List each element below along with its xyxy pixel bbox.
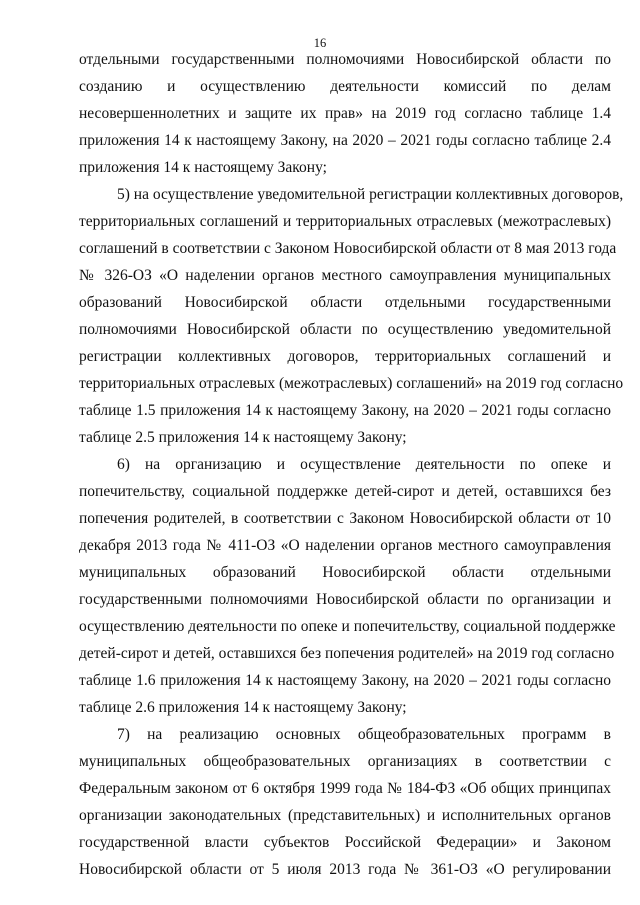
text-line: приложения 14 к настоящему Закону, на 2020 – 2021 годы согласно таблице 2.4 <box>79 132 611 149</box>
text-line: несовершеннолетних и защите их прав» на 2019 год согласно таблице 1.4 <box>79 105 611 122</box>
text-line: таблице 1.5 приложения 14 к настоящему Закону, на 2020 – 2021 годы согласно <box>79 402 611 419</box>
text-line: Новосибирской области от 5 июля 2013 года № 361-ОЗ «О регулировании <box>79 861 611 878</box>
text-line: образований Новосибирской области отдельными государственными <box>79 294 611 311</box>
text-line: полномочиями Новосибирской области по осуществлению уведомительной <box>79 321 611 338</box>
text-line: таблице 2.5 приложения 14 к настоящему Закону; <box>79 429 407 446</box>
text-line: соглашений в соответствии с Законом Новосибирской области от 8 мая 2013 года <box>79 240 617 257</box>
text-line: 5) на осуществление уведомительной регистрации коллективных договоров, <box>117 186 624 203</box>
text-line: государственной власти субъектов Российской Федерации» и Законом <box>79 834 611 851</box>
text-line: созданию и осуществлению деятельности комиссий по делам <box>79 78 611 95</box>
text-line: попечения родителей, в соответствии с Законом Новосибирской области от 10 <box>79 510 611 527</box>
text-line: территориальных отраслевых (межотраслевых) соглашений» на 2019 год согласно <box>79 375 624 392</box>
text-line: муниципальных общеобразовательных организациях в соответствии с <box>79 753 611 770</box>
page-number: 16 <box>313 36 327 50</box>
text-line: попечительству, социальной поддержке детей-сирот и детей, оставшихся без <box>79 483 611 500</box>
text-line: приложения 14 к настоящему Закону; <box>79 159 327 176</box>
text-line: организации законодательных (представительных) и исполнительных органов <box>79 807 611 824</box>
text-line: 7) на реализацию основных общеобразовательных программ в <box>117 726 611 743</box>
text-line: отдельными государственными полномочиями Новосибирской области по <box>79 51 611 68</box>
text-line: 6) на организацию и осуществление деятельности по опеке и <box>117 456 611 473</box>
text-line: таблице 1.6 приложения 14 к настоящему Закону, на 2020 – 2021 годы согласно <box>79 672 611 689</box>
text-line: государственными полномочиями Новосибирской области по организации и <box>79 591 611 608</box>
text-line: детей-сирот и детей, оставшихся без попечения родителей» на 2019 год согласно <box>79 645 615 662</box>
text-line: регистрации коллективных договоров, территориальных соглашений и <box>79 348 611 365</box>
text-line: № 326-ОЗ «О наделении органов местного самоуправления муниципальных <box>79 267 611 284</box>
text-line: декабря 2013 года № 411-ОЗ «О наделении органов местного самоуправления <box>79 537 611 554</box>
text-line: таблице 2.6 приложения 14 к настоящему Закону; <box>79 699 407 716</box>
text-line: осуществлению деятельности по опеке и попечительству, социальной поддержке <box>79 618 616 635</box>
text-line: Федеральным законом от 6 октября 1999 года № 184-ФЗ «Об общих принципах <box>79 780 611 797</box>
text-line: муниципальных образований Новосибирской области отдельными <box>79 564 611 581</box>
text-line: территориальных соглашений и территориальных отраслевых (межотраслевых) <box>79 213 611 230</box>
